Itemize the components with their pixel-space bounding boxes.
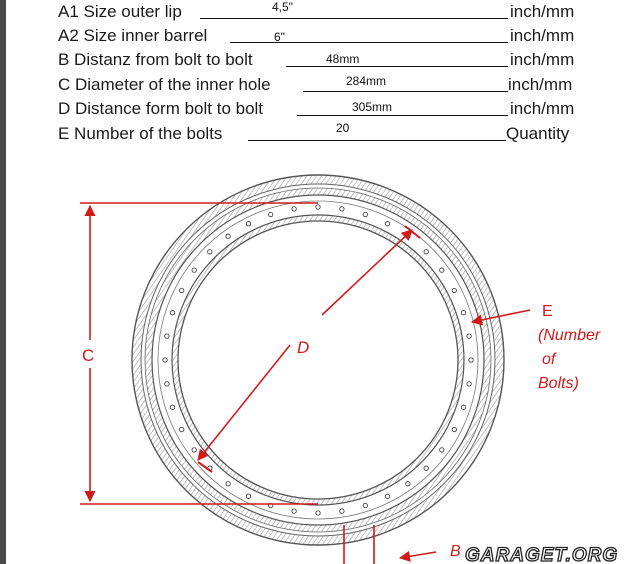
- form-row-a1-label: A1 Size outer lip: [58, 2, 182, 21]
- bolt-hole: [316, 205, 320, 209]
- bolt-hole: [340, 207, 344, 211]
- bolt-hole: [208, 250, 212, 254]
- bolt-hole: [467, 382, 471, 386]
- bolt-hole: [385, 494, 389, 498]
- form-row-a2-unit: inch/mm: [510, 26, 575, 45]
- bolt-hole: [170, 405, 174, 409]
- bolt-hole: [469, 358, 473, 362]
- bolt-hole: [192, 268, 196, 272]
- bolt-hole: [246, 494, 250, 498]
- form-row-b-value[interactable]: 48mm: [326, 52, 360, 66]
- bolt-hole: [467, 334, 471, 338]
- form-row-e-unit: Quantity: [506, 124, 570, 143]
- form-row-a2-label: A2 Size inner barrel: [58, 26, 208, 45]
- bolt-hole: [440, 268, 444, 272]
- form-row-c-unit: inch/mm: [508, 75, 573, 94]
- inner-hole-edge: [178, 221, 458, 499]
- b-arrow: [400, 552, 436, 558]
- bolt-hole: [292, 509, 296, 513]
- bolt-hole: [165, 382, 169, 386]
- form-row-a2-value[interactable]: 6": [274, 30, 285, 44]
- label-e-note-1: (Number: [538, 327, 601, 344]
- bolt-hole: [406, 482, 410, 486]
- form-row-d-unit: inch/mm: [510, 99, 575, 118]
- label-e-note-3: Bolts): [538, 375, 579, 392]
- bolt-hole: [340, 509, 344, 513]
- label-e: E: [542, 303, 553, 320]
- label-d: D: [297, 338, 310, 357]
- form-row-c-label: C Diameter of the inner hole: [58, 75, 271, 94]
- bolt-hole: [385, 222, 389, 226]
- label-c: C: [82, 346, 95, 365]
- form-row-e-value[interactable]: 20: [336, 121, 350, 135]
- form-row-e-label: E Number of the bolts: [58, 124, 223, 143]
- bolt-hole: [292, 207, 296, 211]
- bolt-hole: [440, 448, 444, 452]
- bolt-hole: [165, 334, 169, 338]
- bolt-hole: [192, 448, 196, 452]
- bolt-hole: [424, 250, 428, 254]
- bolt-hole: [180, 288, 184, 292]
- form-row-c-value[interactable]: 284mm: [346, 74, 387, 88]
- form-row-d-value[interactable]: 305mm: [352, 100, 393, 114]
- bolt-hole: [461, 405, 465, 409]
- bolt-hole: [163, 358, 167, 362]
- bolt-hole: [180, 427, 184, 431]
- bolt-hole: [226, 482, 230, 486]
- bolt-hole: [363, 212, 367, 216]
- form-row-a1-value[interactable]: 4,5": [272, 0, 293, 14]
- form-row-a1-unit: inch/mm: [510, 2, 575, 21]
- form-row-b-unit: inch/mm: [510, 50, 575, 69]
- bolt-hole: [452, 288, 456, 292]
- bolt-hole: [424, 466, 428, 470]
- bolt-hole: [269, 212, 273, 216]
- bolt-hole: [316, 511, 320, 515]
- form-row-b-label: B Distanz from bolt to bolt: [58, 50, 253, 69]
- label-e-note-2: of: [542, 351, 556, 368]
- label-b: B: [450, 543, 461, 560]
- bolt-hole: [363, 503, 367, 507]
- bolt-hole: [452, 427, 456, 431]
- watermark-logo: GARAGET.ORG: [465, 545, 619, 564]
- bolt-hole: [246, 222, 250, 226]
- bolt-hole: [170, 311, 174, 315]
- bolt-hole: [461, 311, 465, 315]
- bolt-hole: [226, 234, 230, 238]
- form-row-d-label: D Distance form bolt to bolt: [58, 99, 264, 118]
